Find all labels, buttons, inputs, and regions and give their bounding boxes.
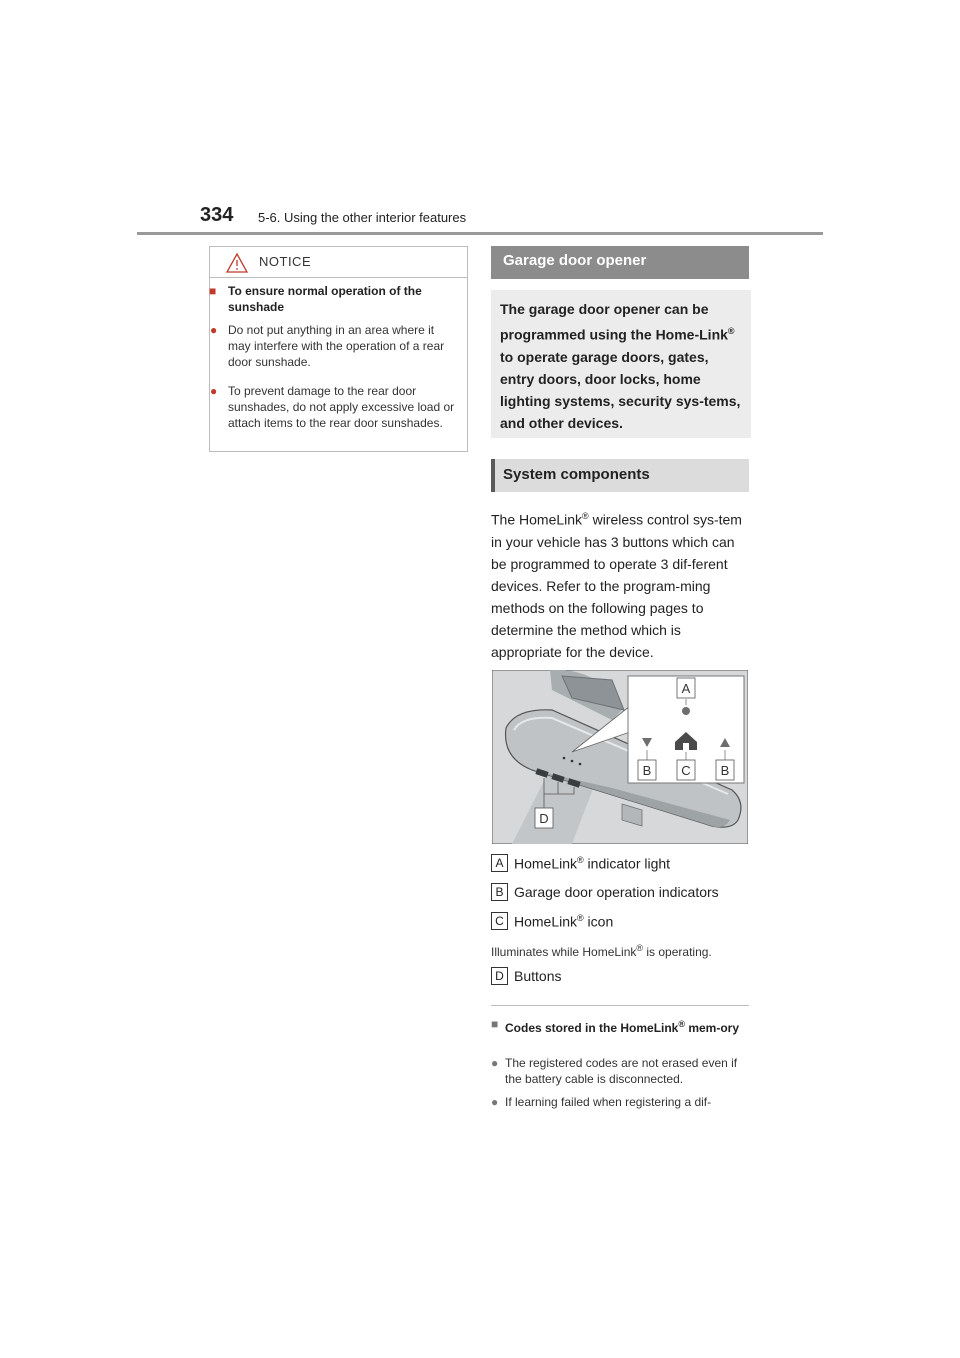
notice-heading-text: To ensure normal operation of the sunshade [228, 284, 422, 314]
diagram-label-b-left: B [642, 763, 652, 778]
registered-mark: ® [727, 326, 735, 336]
notice-box [209, 246, 468, 452]
legend-letter: D [491, 967, 508, 985]
diagram-label-d: D [539, 811, 549, 826]
legend-letter: C [491, 912, 508, 930]
legend-note: Illuminates while HomeLink® is operating. [491, 943, 712, 959]
garage-intro-text: The garage door opener can be programmed using the Home-Link® to operate garage doors, gates, entry doors, door locks, home lighting systems, security sys-tems, and other devices. [500, 301, 741, 431]
round-bullet-icon: ● [491, 1056, 499, 1070]
legend-item-a [491, 854, 751, 874]
square-bullet-icon: ■ [491, 1017, 499, 1031]
homelink-mirror-illustration [492, 670, 748, 844]
notice-item-text: To prevent damage to the rear door sunshades, do not apply excessive load or attach items to the rear door sunshades. [228, 384, 455, 430]
system-components-heading [491, 459, 749, 492]
notice-header [210, 247, 467, 278]
divider [491, 1005, 749, 1006]
legend-text: Garage door operation indicators [514, 884, 719, 900]
round-bullet-icon: ● [210, 384, 218, 398]
codes-heading-text: Codes stored in the HomeLink® mem-ory [505, 1019, 740, 1035]
system-components-heading-text: System components [503, 466, 650, 483]
header-rule [137, 232, 823, 235]
diagram-label-a: A [681, 681, 691, 696]
warning-triangle-icon [226, 253, 248, 273]
page-number: 334 [200, 204, 234, 226]
legend-item-d [491, 967, 751, 987]
diagram-label-b-right: B [720, 763, 730, 778]
legend-text: HomeLink® indicator light [514, 855, 671, 872]
garage-heading-text: Garage door opener [503, 252, 647, 269]
garage-intro-box [491, 290, 751, 438]
legend-letter: A [491, 854, 508, 872]
legend-text: Buttons [514, 968, 562, 984]
legend-letter: B [491, 883, 508, 901]
notice-item-text: Do not put anything in an area where it may interfere with the operation of a rear door sunshade. [228, 323, 445, 369]
garage-door-opener-heading [491, 246, 749, 279]
legend-text: HomeLink® icon [514, 913, 614, 930]
registered-mark: ® [582, 511, 589, 521]
codes-item-text: The registered codes are not erased even if the battery cable is disconnected. [505, 1056, 738, 1086]
round-bullet-icon: ● [491, 1095, 499, 1109]
notice-label: NOTICE [259, 254, 312, 269]
codes-item-text: If learning failed when registering a dif- [505, 1095, 712, 1109]
diagram-label-c: C [681, 763, 691, 778]
system-components-body: The HomeLink® wireless control sys-tem in your vehicle has 3 buttons which can be programmed to operate 3 dif-ferent devices. Refer to the program-ming methods on the following pages to determine the method which is appropriate for the device. [491, 511, 742, 660]
legend-item-b [491, 883, 751, 903]
section-title: 5-6. Using the other interior features [258, 210, 467, 225]
legend-item-c [491, 912, 751, 932]
square-bullet-icon: ■ [209, 284, 217, 298]
round-bullet-icon: ● [210, 323, 218, 337]
